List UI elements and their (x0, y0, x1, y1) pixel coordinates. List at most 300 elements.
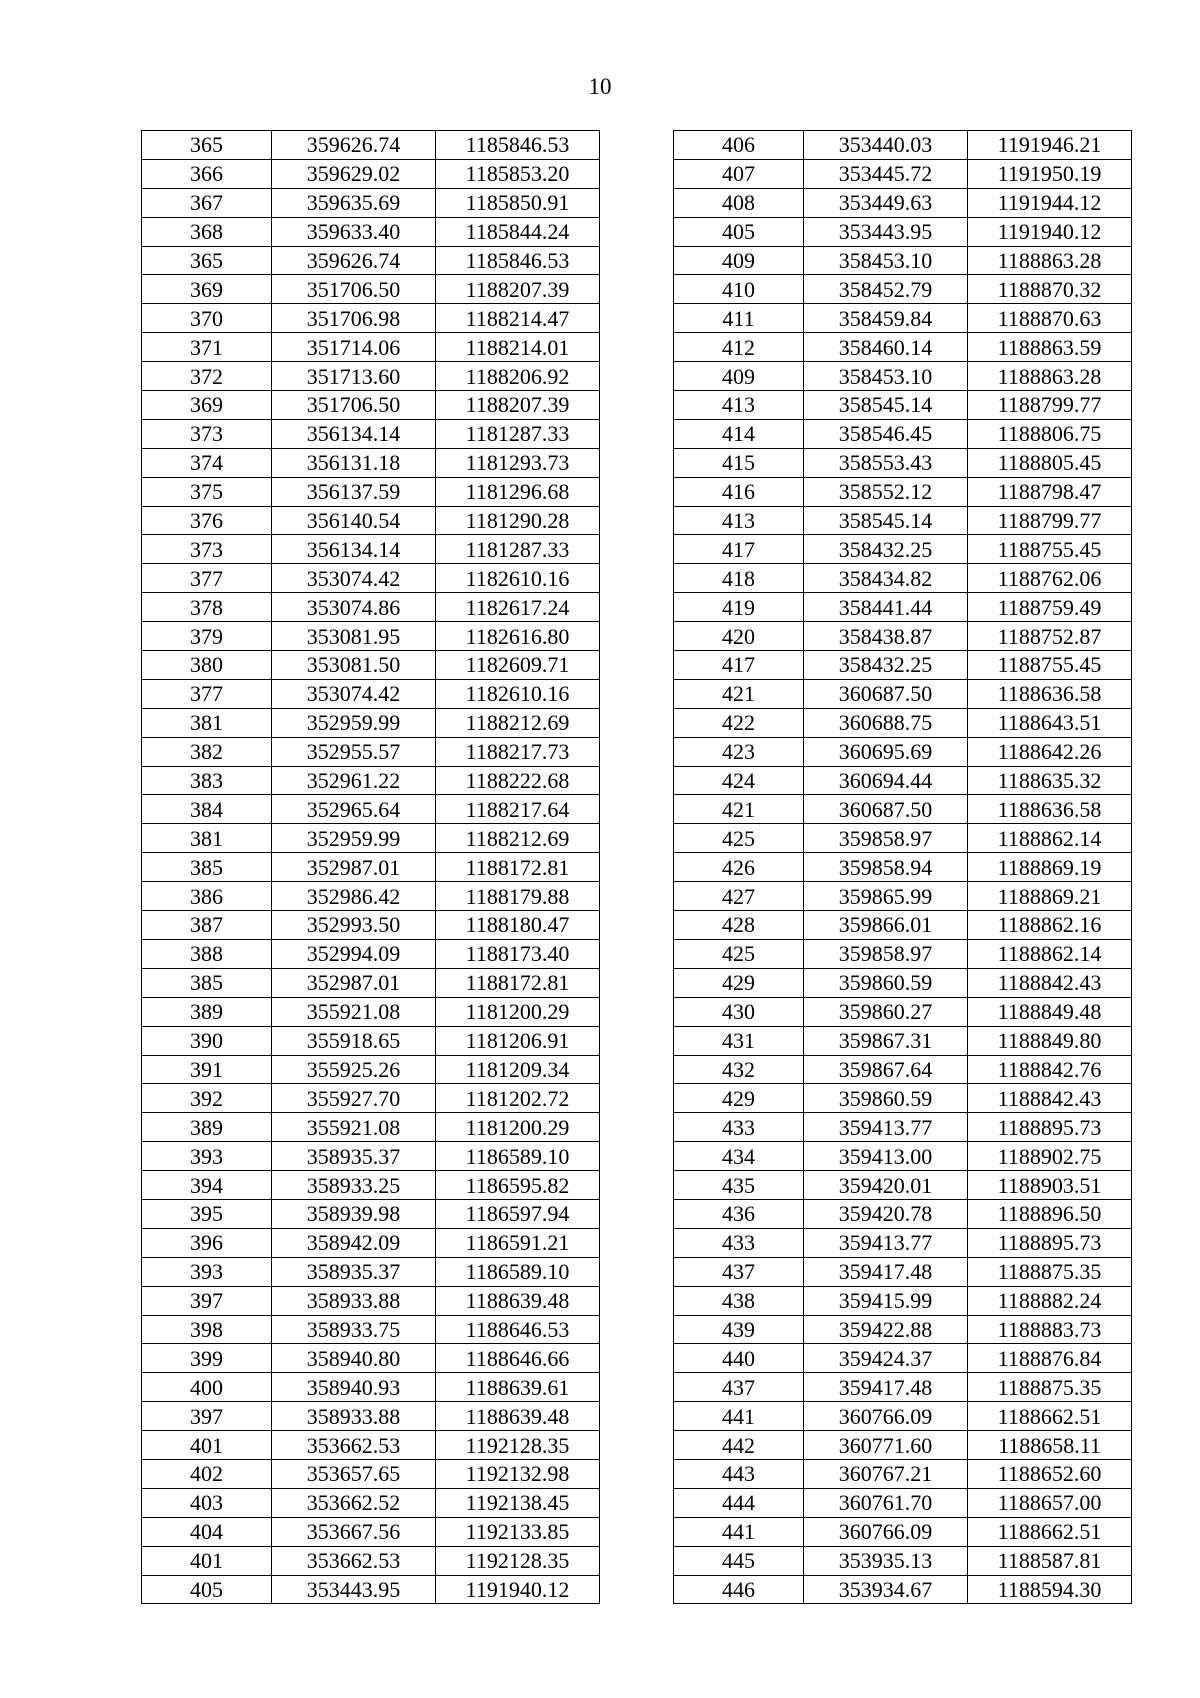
table-row (674, 506, 1132, 535)
point-number-cell: 377 (142, 564, 272, 593)
x-coordinate-cell: 359867.64 (804, 1055, 968, 1084)
table-row (674, 448, 1132, 477)
y-coordinate-cell: 1188639.61 (436, 1373, 600, 1402)
x-coordinate-cell: 353662.52 (272, 1488, 436, 1517)
point-number-cell: 423 (674, 737, 804, 766)
table-row (674, 968, 1132, 997)
x-coordinate-cell: 358933.25 (272, 1171, 436, 1200)
point-number-cell: 394 (142, 1171, 272, 1200)
y-coordinate-cell: 1188849.48 (968, 997, 1132, 1026)
point-number-cell: 367 (142, 188, 272, 217)
table-row (142, 1373, 600, 1402)
table-row (142, 795, 600, 824)
y-coordinate-cell: 1188755.45 (968, 651, 1132, 680)
y-coordinate-cell: 1188875.35 (968, 1257, 1132, 1286)
x-coordinate-cell: 353443.95 (272, 1575, 436, 1604)
y-coordinate-cell: 1188755.45 (968, 535, 1132, 564)
x-coordinate-cell: 351706.50 (272, 275, 436, 304)
y-coordinate-cell: 1188896.50 (968, 1199, 1132, 1228)
y-coordinate-cell: 1186591.21 (436, 1228, 600, 1257)
table-row (674, 795, 1132, 824)
x-coordinate-cell: 358940.93 (272, 1373, 436, 1402)
coordinates-table-left (141, 130, 600, 1604)
table-row (674, 1546, 1132, 1575)
point-number-cell: 391 (142, 1055, 272, 1084)
table-row (674, 391, 1132, 420)
x-coordinate-cell: 358452.79 (804, 275, 968, 304)
point-number-cell: 374 (142, 448, 272, 477)
x-coordinate-cell: 356131.18 (272, 448, 436, 477)
table-row (142, 1084, 600, 1113)
x-coordinate-cell: 358453.10 (804, 362, 968, 391)
point-number-cell: 370 (142, 304, 272, 333)
x-coordinate-cell: 353662.53 (272, 1546, 436, 1575)
x-coordinate-cell: 359866.01 (804, 911, 968, 940)
table-row (674, 1459, 1132, 1488)
table-row (674, 1171, 1132, 1200)
table-row (674, 1142, 1132, 1171)
x-coordinate-cell: 358553.43 (804, 448, 968, 477)
y-coordinate-cell: 1188662.51 (968, 1517, 1132, 1546)
point-number-cell: 409 (674, 362, 804, 391)
point-number-cell: 434 (674, 1142, 804, 1171)
y-coordinate-cell: 1188863.28 (968, 362, 1132, 391)
table-row (674, 1373, 1132, 1402)
x-coordinate-cell: 351714.06 (272, 333, 436, 362)
x-coordinate-cell: 360766.09 (804, 1402, 968, 1431)
y-coordinate-cell: 1188587.81 (968, 1546, 1132, 1575)
point-number-cell: 420 (674, 622, 804, 651)
y-coordinate-cell: 1188212.69 (436, 708, 600, 737)
y-coordinate-cell: 1188207.39 (436, 391, 600, 420)
point-number-cell: 369 (142, 275, 272, 304)
x-coordinate-cell: 352959.99 (272, 708, 436, 737)
x-coordinate-cell: 352994.09 (272, 939, 436, 968)
x-coordinate-cell: 356134.14 (272, 535, 436, 564)
point-number-cell: 444 (674, 1488, 804, 1517)
y-coordinate-cell: 1181287.33 (436, 535, 600, 564)
y-coordinate-cell: 1185846.53 (436, 131, 600, 160)
y-coordinate-cell: 1188869.19 (968, 853, 1132, 882)
point-number-cell: 417 (674, 651, 804, 680)
point-number-cell: 373 (142, 419, 272, 448)
y-coordinate-cell: 1188643.51 (968, 708, 1132, 737)
table-row (674, 1084, 1132, 1113)
point-number-cell: 416 (674, 477, 804, 506)
point-number-cell: 442 (674, 1431, 804, 1460)
x-coordinate-cell: 358546.45 (804, 419, 968, 448)
point-number-cell: 413 (674, 506, 804, 535)
point-number-cell: 389 (142, 1113, 272, 1142)
table-row (142, 506, 600, 535)
y-coordinate-cell: 1191940.12 (436, 1575, 600, 1604)
y-coordinate-cell: 1188902.75 (968, 1142, 1132, 1171)
table-row (674, 1113, 1132, 1142)
table-row (674, 939, 1132, 968)
point-number-cell: 412 (674, 333, 804, 362)
y-coordinate-cell: 1181200.29 (436, 997, 600, 1026)
point-number-cell: 403 (142, 1488, 272, 1517)
point-number-cell: 413 (674, 391, 804, 420)
y-coordinate-cell: 1191940.12 (968, 217, 1132, 246)
point-number-cell: 383 (142, 766, 272, 795)
table-row (674, 564, 1132, 593)
table-row (674, 766, 1132, 795)
table-row (674, 1315, 1132, 1344)
table-row (142, 593, 600, 622)
point-number-cell: 431 (674, 1026, 804, 1055)
x-coordinate-cell: 358438.87 (804, 622, 968, 651)
y-coordinate-cell: 1185846.53 (436, 246, 600, 275)
y-coordinate-cell: 1181200.29 (436, 1113, 600, 1142)
y-coordinate-cell: 1185844.24 (436, 217, 600, 246)
y-coordinate-cell: 1192132.98 (436, 1459, 600, 1488)
x-coordinate-cell: 358939.98 (272, 1199, 436, 1228)
x-coordinate-cell: 359867.31 (804, 1026, 968, 1055)
x-coordinate-cell: 353074.42 (272, 564, 436, 593)
table-row (142, 1488, 600, 1517)
point-number-cell: 441 (674, 1517, 804, 1546)
table-row (142, 448, 600, 477)
point-number-cell: 414 (674, 419, 804, 448)
table-row (674, 1488, 1132, 1517)
x-coordinate-cell: 359415.99 (804, 1286, 968, 1315)
x-coordinate-cell: 359413.77 (804, 1113, 968, 1142)
point-number-cell: 445 (674, 1546, 804, 1575)
table-row (142, 275, 600, 304)
point-number-cell: 401 (142, 1546, 272, 1575)
point-number-cell: 441 (674, 1402, 804, 1431)
x-coordinate-cell: 353662.53 (272, 1431, 436, 1460)
table-row (142, 419, 600, 448)
y-coordinate-cell: 1188636.58 (968, 679, 1132, 708)
y-coordinate-cell: 1188646.66 (436, 1344, 600, 1373)
table-row (674, 911, 1132, 940)
x-coordinate-cell: 360687.50 (804, 795, 968, 824)
y-coordinate-cell: 1188799.77 (968, 391, 1132, 420)
point-number-cell: 437 (674, 1257, 804, 1286)
y-coordinate-cell: 1188179.88 (436, 882, 600, 911)
coordinates-table-right (673, 130, 1132, 1604)
x-coordinate-cell: 359858.97 (804, 824, 968, 853)
table-row (142, 159, 600, 188)
x-coordinate-cell: 352961.22 (272, 766, 436, 795)
y-coordinate-cell: 1186589.10 (436, 1142, 600, 1171)
y-coordinate-cell: 1188752.87 (968, 622, 1132, 651)
y-coordinate-cell: 1188799.77 (968, 506, 1132, 535)
y-coordinate-cell: 1188636.58 (968, 795, 1132, 824)
table-row (142, 246, 600, 275)
point-number-cell: 424 (674, 766, 804, 795)
x-coordinate-cell: 358933.75 (272, 1315, 436, 1344)
x-coordinate-cell: 353667.56 (272, 1517, 436, 1546)
y-coordinate-cell: 1186589.10 (436, 1257, 600, 1286)
table-row (142, 708, 600, 737)
y-coordinate-cell: 1181206.91 (436, 1026, 600, 1055)
x-coordinate-cell: 359858.94 (804, 853, 968, 882)
x-coordinate-cell: 358453.10 (804, 246, 968, 275)
x-coordinate-cell: 358545.14 (804, 506, 968, 535)
point-number-cell: 365 (142, 246, 272, 275)
y-coordinate-cell: 1188207.39 (436, 275, 600, 304)
point-number-cell: 439 (674, 1315, 804, 1344)
y-coordinate-cell: 1188862.16 (968, 911, 1132, 940)
point-number-cell: 427 (674, 882, 804, 911)
table-row (142, 1575, 600, 1604)
y-coordinate-cell: 1188870.63 (968, 304, 1132, 333)
y-coordinate-cell: 1188635.32 (968, 766, 1132, 795)
x-coordinate-cell: 356134.14 (272, 419, 436, 448)
table-row (674, 419, 1132, 448)
y-coordinate-cell: 1188875.35 (968, 1373, 1132, 1402)
table-row (142, 939, 600, 968)
x-coordinate-cell: 353934.67 (804, 1575, 968, 1604)
point-number-cell: 400 (142, 1373, 272, 1402)
table-row (142, 679, 600, 708)
y-coordinate-cell: 1188842.76 (968, 1055, 1132, 1084)
table-row (142, 766, 600, 795)
x-coordinate-cell: 355921.08 (272, 1113, 436, 1142)
x-coordinate-cell: 352993.50 (272, 911, 436, 940)
point-number-cell: 376 (142, 506, 272, 535)
x-coordinate-cell: 360695.69 (804, 737, 968, 766)
x-coordinate-cell: 353074.42 (272, 679, 436, 708)
point-number-cell: 410 (674, 275, 804, 304)
y-coordinate-cell: 1192128.35 (436, 1431, 600, 1460)
table-row (142, 882, 600, 911)
point-number-cell: 418 (674, 564, 804, 593)
point-number-cell: 396 (142, 1228, 272, 1257)
table-row (142, 1026, 600, 1055)
y-coordinate-cell: 1182610.16 (436, 564, 600, 593)
table-row (142, 1517, 600, 1546)
y-coordinate-cell: 1192128.35 (436, 1546, 600, 1575)
x-coordinate-cell: 353657.65 (272, 1459, 436, 1488)
point-number-cell: 435 (674, 1171, 804, 1200)
table-row (674, 679, 1132, 708)
point-number-cell: 386 (142, 882, 272, 911)
x-coordinate-cell: 356137.59 (272, 477, 436, 506)
point-number-cell: 430 (674, 997, 804, 1026)
x-coordinate-cell: 353443.95 (804, 217, 968, 246)
x-coordinate-cell: 358432.25 (804, 651, 968, 680)
point-number-cell: 425 (674, 824, 804, 853)
x-coordinate-cell: 359417.48 (804, 1373, 968, 1402)
y-coordinate-cell: 1188657.00 (968, 1488, 1132, 1517)
point-number-cell: 371 (142, 333, 272, 362)
y-coordinate-cell: 1188842.43 (968, 1084, 1132, 1113)
point-number-cell: 419 (674, 593, 804, 622)
y-coordinate-cell: 1188642.26 (968, 737, 1132, 766)
y-coordinate-cell: 1182617.24 (436, 593, 600, 622)
point-number-cell: 429 (674, 968, 804, 997)
y-coordinate-cell: 1188895.73 (968, 1228, 1132, 1257)
x-coordinate-cell: 360767.21 (804, 1459, 968, 1488)
x-coordinate-cell: 359417.48 (804, 1257, 968, 1286)
table-row (142, 1199, 600, 1228)
table-row (674, 1228, 1132, 1257)
y-coordinate-cell: 1188863.28 (968, 246, 1132, 275)
y-coordinate-cell: 1188862.14 (968, 939, 1132, 968)
table-row (142, 824, 600, 853)
point-number-cell: 433 (674, 1228, 804, 1257)
x-coordinate-cell: 359626.74 (272, 246, 436, 275)
table-row (142, 1459, 600, 1488)
x-coordinate-cell: 355921.08 (272, 997, 436, 1026)
table-row (674, 275, 1132, 304)
x-coordinate-cell: 352959.99 (272, 824, 436, 853)
point-number-cell: 438 (674, 1286, 804, 1315)
point-number-cell: 389 (142, 997, 272, 1026)
table-row (674, 1026, 1132, 1055)
table-row (142, 304, 600, 333)
point-number-cell: 402 (142, 1459, 272, 1488)
y-coordinate-cell: 1188849.80 (968, 1026, 1132, 1055)
y-coordinate-cell: 1188217.64 (436, 795, 600, 824)
x-coordinate-cell: 351713.60 (272, 362, 436, 391)
point-number-cell: 372 (142, 362, 272, 391)
table-row (142, 131, 600, 160)
point-number-cell: 395 (142, 1199, 272, 1228)
y-coordinate-cell: 1188862.14 (968, 824, 1132, 853)
point-number-cell: 440 (674, 1344, 804, 1373)
table-row (674, 304, 1132, 333)
table-row (142, 564, 600, 593)
y-coordinate-cell: 1188172.81 (436, 968, 600, 997)
table-row (674, 737, 1132, 766)
point-number-cell: 421 (674, 679, 804, 708)
table-row (142, 853, 600, 882)
x-coordinate-cell: 353449.63 (804, 188, 968, 217)
x-coordinate-cell: 352955.57 (272, 737, 436, 766)
table-row (142, 1315, 600, 1344)
y-coordinate-cell: 1182610.16 (436, 679, 600, 708)
x-coordinate-cell: 359635.69 (272, 188, 436, 217)
table-row (142, 1286, 600, 1315)
page-number: 10 (588, 74, 612, 99)
point-number-cell: 417 (674, 535, 804, 564)
table-row (674, 477, 1132, 506)
y-coordinate-cell: 1188842.43 (968, 968, 1132, 997)
table-row (674, 708, 1132, 737)
y-coordinate-cell: 1188869.21 (968, 882, 1132, 911)
y-coordinate-cell: 1188639.48 (436, 1286, 600, 1315)
y-coordinate-cell: 1188903.51 (968, 1171, 1132, 1200)
x-coordinate-cell: 359633.40 (272, 217, 436, 246)
table-row (142, 1257, 600, 1286)
point-number-cell: 446 (674, 1575, 804, 1604)
y-coordinate-cell: 1182616.80 (436, 622, 600, 651)
table-row (142, 1113, 600, 1142)
table-row (142, 391, 600, 420)
table-row (142, 362, 600, 391)
table-row (674, 824, 1132, 853)
x-coordinate-cell: 358933.88 (272, 1286, 436, 1315)
point-number-cell: 380 (142, 651, 272, 680)
point-number-cell: 381 (142, 708, 272, 737)
x-coordinate-cell: 351706.98 (272, 304, 436, 333)
point-number-cell: 393 (142, 1257, 272, 1286)
y-coordinate-cell: 1192138.45 (436, 1488, 600, 1517)
table-row (142, 1055, 600, 1084)
point-number-cell: 426 (674, 853, 804, 882)
y-coordinate-cell: 1181287.33 (436, 419, 600, 448)
x-coordinate-cell: 358441.44 (804, 593, 968, 622)
y-coordinate-cell: 1191950.19 (968, 159, 1132, 188)
table-row (674, 159, 1132, 188)
y-coordinate-cell: 1188658.11 (968, 1431, 1132, 1460)
y-coordinate-cell: 1188646.53 (436, 1315, 600, 1344)
point-number-cell: 381 (142, 824, 272, 853)
table-row (142, 1402, 600, 1431)
x-coordinate-cell: 358545.14 (804, 391, 968, 420)
point-number-cell: 407 (674, 159, 804, 188)
y-coordinate-cell: 1191946.21 (968, 131, 1132, 160)
x-coordinate-cell: 352987.01 (272, 968, 436, 997)
y-coordinate-cell: 1188212.69 (436, 824, 600, 853)
point-number-cell: 385 (142, 968, 272, 997)
y-coordinate-cell: 1188882.24 (968, 1286, 1132, 1315)
y-coordinate-cell: 1188805.45 (968, 448, 1132, 477)
point-number-cell: 409 (674, 246, 804, 275)
y-coordinate-cell: 1188870.32 (968, 275, 1132, 304)
x-coordinate-cell: 359629.02 (272, 159, 436, 188)
point-number-cell: 385 (142, 853, 272, 882)
x-coordinate-cell: 353440.03 (804, 131, 968, 160)
y-coordinate-cell: 1181296.68 (436, 477, 600, 506)
x-coordinate-cell: 359858.97 (804, 939, 968, 968)
x-coordinate-cell: 359626.74 (272, 131, 436, 160)
point-number-cell: 422 (674, 708, 804, 737)
point-number-cell: 405 (674, 217, 804, 246)
point-number-cell: 392 (142, 1084, 272, 1113)
x-coordinate-cell: 359860.59 (804, 968, 968, 997)
point-number-cell: 401 (142, 1431, 272, 1460)
x-coordinate-cell: 360771.60 (804, 1431, 968, 1460)
x-coordinate-cell: 359860.59 (804, 1084, 968, 1113)
y-coordinate-cell: 1181202.72 (436, 1084, 600, 1113)
point-number-cell: 378 (142, 593, 272, 622)
x-coordinate-cell: 358935.37 (272, 1142, 436, 1171)
point-number-cell: 443 (674, 1459, 804, 1488)
y-coordinate-cell: 1188798.47 (968, 477, 1132, 506)
x-coordinate-cell: 360761.70 (804, 1488, 968, 1517)
x-coordinate-cell: 352965.64 (272, 795, 436, 824)
table-row (674, 535, 1132, 564)
y-coordinate-cell: 1181209.34 (436, 1055, 600, 1084)
table-row (674, 362, 1132, 391)
point-number-cell: 387 (142, 911, 272, 940)
x-coordinate-cell: 360694.44 (804, 766, 968, 795)
point-number-cell: 397 (142, 1286, 272, 1315)
x-coordinate-cell: 358460.14 (804, 333, 968, 362)
table-row (142, 1546, 600, 1575)
table-row (674, 246, 1132, 275)
point-number-cell: 375 (142, 477, 272, 506)
x-coordinate-cell: 360687.50 (804, 679, 968, 708)
y-coordinate-cell: 1181290.28 (436, 506, 600, 535)
y-coordinate-cell: 1188895.73 (968, 1113, 1132, 1142)
x-coordinate-cell: 355927.70 (272, 1084, 436, 1113)
table-row (142, 997, 600, 1026)
point-number-cell: 379 (142, 622, 272, 651)
y-coordinate-cell: 1188206.92 (436, 362, 600, 391)
point-number-cell: 398 (142, 1315, 272, 1344)
table-row (674, 188, 1132, 217)
point-number-cell: 421 (674, 795, 804, 824)
point-number-cell: 428 (674, 911, 804, 940)
x-coordinate-cell: 352987.01 (272, 853, 436, 882)
